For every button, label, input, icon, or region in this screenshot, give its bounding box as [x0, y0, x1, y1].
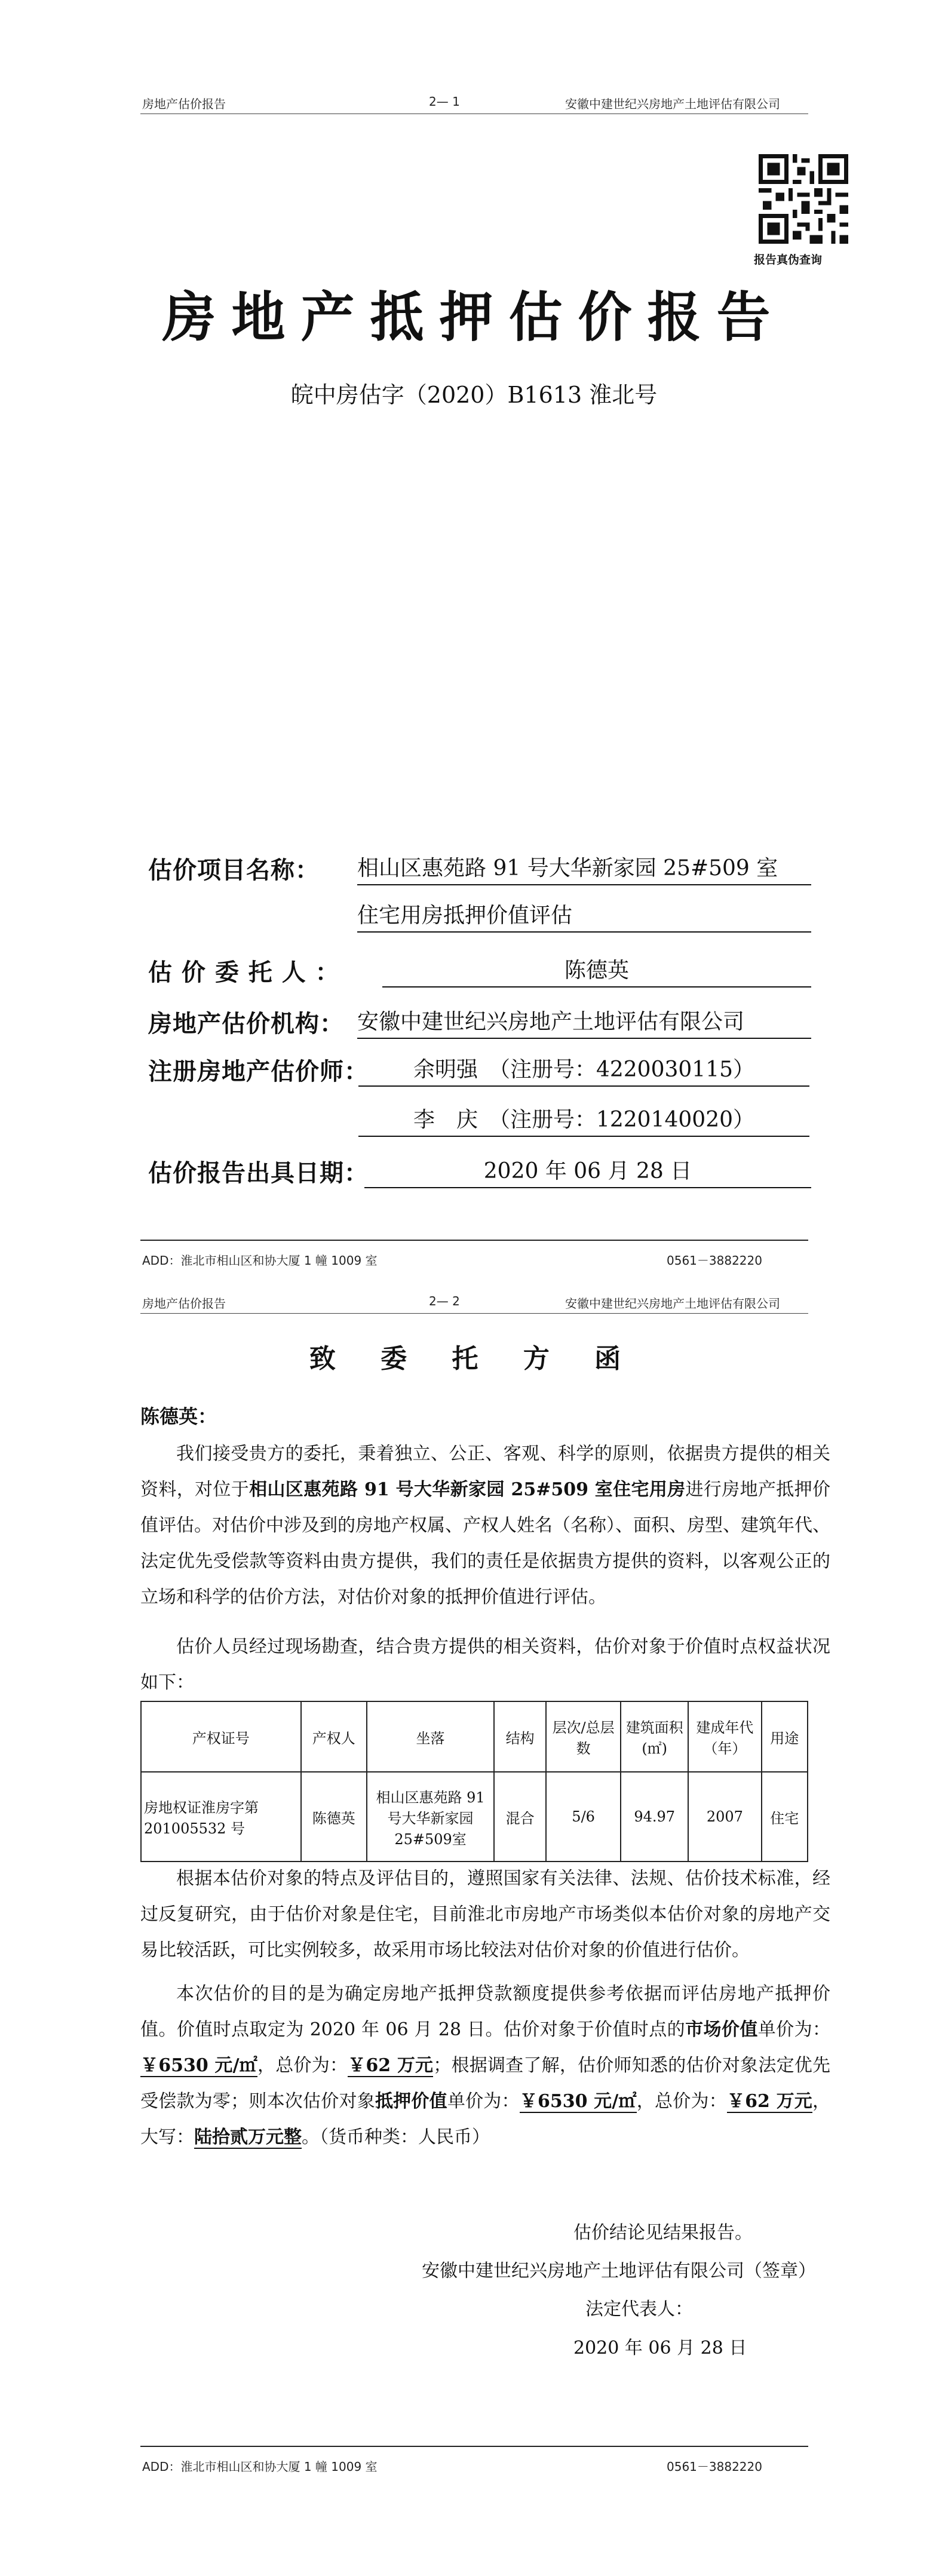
paragraph-2: 估价人员经过现场勘查，结合贵方提供的相关资料，估价对象于价值时点权益状况如下： — [140, 1636, 830, 1693]
paragraph-3: 根据本估价对象的特点及评估目的，遵照国家有关法律、法规、估价技术标准，经过反复研究，由于估价对象是住宅，目前淮北市房地产市场类似本估价对象的房地产交易比较活跃，可比实例较多，故采用市场比较法对估价对象的价值进行估价。 — [140, 1868, 830, 1961]
table-cell: 94.97 — [621, 1772, 688, 1862]
table-row — [141, 1772, 808, 1862]
salutation: 陈德英： — [140, 1405, 217, 1428]
client-value: 陈德英 — [382, 953, 811, 988]
legal-representative: 法定代表人： — [585, 2299, 693, 2320]
page1-footer-rule — [140, 1240, 808, 1241]
page1-footer-phone: 0561－3882220 — [667, 1253, 762, 1268]
table-cell: 5/6 — [546, 1772, 621, 1862]
project-name-label: 估价项目名称： — [148, 857, 320, 884]
agency-value: 安徽中建世纪兴房地产土地评估有限公司 — [357, 1005, 811, 1039]
page2-footer-rule — [140, 2446, 808, 2447]
page1-footer-address: ADD：淮北市相山区和协大厦 1 幢 1009 室 — [142, 1253, 378, 1268]
table-header-cell: 坐落 — [367, 1701, 494, 1772]
page2-header-page-number: 2— 2 — [429, 1294, 460, 1308]
report-title: 房地产抵押估价报告 — [162, 286, 786, 349]
report-number: 皖中房估字（2020）B1613 淮北号 — [290, 382, 658, 408]
mortgage-total-price: ￥62 万元 — [726, 2091, 813, 2112]
company-signature: 安徽中建世纪兴房地产土地评估有限公司（签章） — [422, 2261, 816, 2281]
page1-header-page-number: 2— 1 — [429, 94, 460, 109]
page2-header-left: 房地产估价报告 — [142, 1296, 226, 1311]
report-date-value: 2020 年 06 月 28 日 — [364, 1154, 811, 1188]
table-header-cell: 用途 — [762, 1701, 808, 1772]
property-table — [140, 1701, 808, 1862]
appraiser-2: 李 庆 （注册号：1220140020） — [358, 1103, 809, 1137]
table-header-cell: 产权人 — [301, 1701, 367, 1772]
paragraph-4: 本次估价的目的是为确定房地产抵押贷款额度提供参考依据而评估房地产抵押价值。价值时点取定为 2020 年 06 月 28 日。估价对象于价值时点的市场价值单价为：￥6530 元/㎡，总价为：￥62 万元；根据调查了解，估价师知悉的估价对象法定优先受偿款为零；则本次估价对象抵押价值单价为：￥6530 元/㎡，总价为：￥62 万元，大写：陆拾贰万元整。（货币种类：人民币） — [140, 1983, 831, 2148]
table-header-cell: 建筑面积(㎡) — [621, 1701, 688, 1772]
letter-title: 致 委 托 方 函 — [309, 1344, 639, 1374]
amount-in-words: 陆拾贰万元整 — [194, 2127, 302, 2148]
page2-header-right: 安徽中建世纪兴房地产土地评估有限公司 — [565, 1296, 780, 1311]
report-date-label: 估价报告出具日期： — [148, 1160, 369, 1187]
market-total-price: ￥62 万元 — [348, 2055, 434, 2076]
appraiser-1: 余明强 （注册号：4220030115） — [358, 1053, 809, 1087]
market-unit-price: ￥6530 元/㎡ — [140, 2055, 258, 2076]
page2-footer-phone: 0561－3882220 — [667, 2460, 762, 2474]
table-cell: 陈德英 — [301, 1772, 367, 1862]
client-label: 估 价 委 托 人 ： — [148, 959, 340, 986]
table-header-cell: 产权证号 — [141, 1701, 301, 1772]
signature-date: 2020 年 06 月 28 日 — [573, 2338, 747, 2359]
project-name-value-line1: 相山区惠苑路 91 号大华新家园 25#509 室 — [357, 851, 811, 885]
page2-footer-address: ADD：淮北市相山区和协大厦 1 幢 1009 室 — [142, 2460, 378, 2474]
page2-header-rule — [140, 1313, 808, 1314]
page1-header-right: 安徽中建世纪兴房地产土地评估有限公司 — [565, 97, 780, 111]
qr-caption: 报告真伪查询 — [754, 253, 823, 266]
paragraph-1: 我们接受贵方的委托，秉着独立、公正、客观、科学的原则，依据贵方提供的相关资料，对位于相山区惠苑路 91 号大华新家园 25#509 室住宅用房进行房地产抵押价值评估。对估价中涉及到的房地产权属、产权人姓名（名称）、面积、房型、建筑年代、法定优先受偿款等资料由贵方提供，我们的责任是依据贵方提供的资料，以客观公正的立场和科学的估价方法，对估价对象的抵押价值进行评估。 — [140, 1443, 830, 1608]
table-cell: 混合 — [494, 1772, 546, 1862]
table-cell: 住宅 — [762, 1772, 808, 1862]
property-address: 相山区惠苑路 91 号大华新家园 25#509 室住宅用房 — [249, 1479, 686, 1500]
closing-note: 估价结论见结果报告。 — [573, 2222, 753, 2243]
mortgage-unit-price: ￥6530 元/㎡ — [519, 2091, 637, 2112]
table-cell: 房地权证淮房字第201005532 号 — [141, 1772, 301, 1862]
table-header-cell: 结构 — [494, 1701, 546, 1772]
appraiser-label: 注册房地产估价师： — [148, 1058, 369, 1085]
table-header-row — [141, 1701, 808, 1772]
project-name-value-line2: 住宅用房抵押价值评估 — [357, 898, 811, 933]
qr-code-icon[interactable] — [759, 154, 848, 244]
table-header-cell: 层次/总层数 — [546, 1701, 621, 1772]
agency-label: 房地产估价机构： — [148, 1010, 344, 1038]
page1-header-left: 房地产估价报告 — [142, 97, 226, 111]
table-cell: 相山区惠苑路 91 号大华新家园 25#509室 — [367, 1772, 494, 1862]
table-header-cell: 建成年代（年） — [688, 1701, 761, 1772]
table-cell: 2007 — [688, 1772, 761, 1862]
